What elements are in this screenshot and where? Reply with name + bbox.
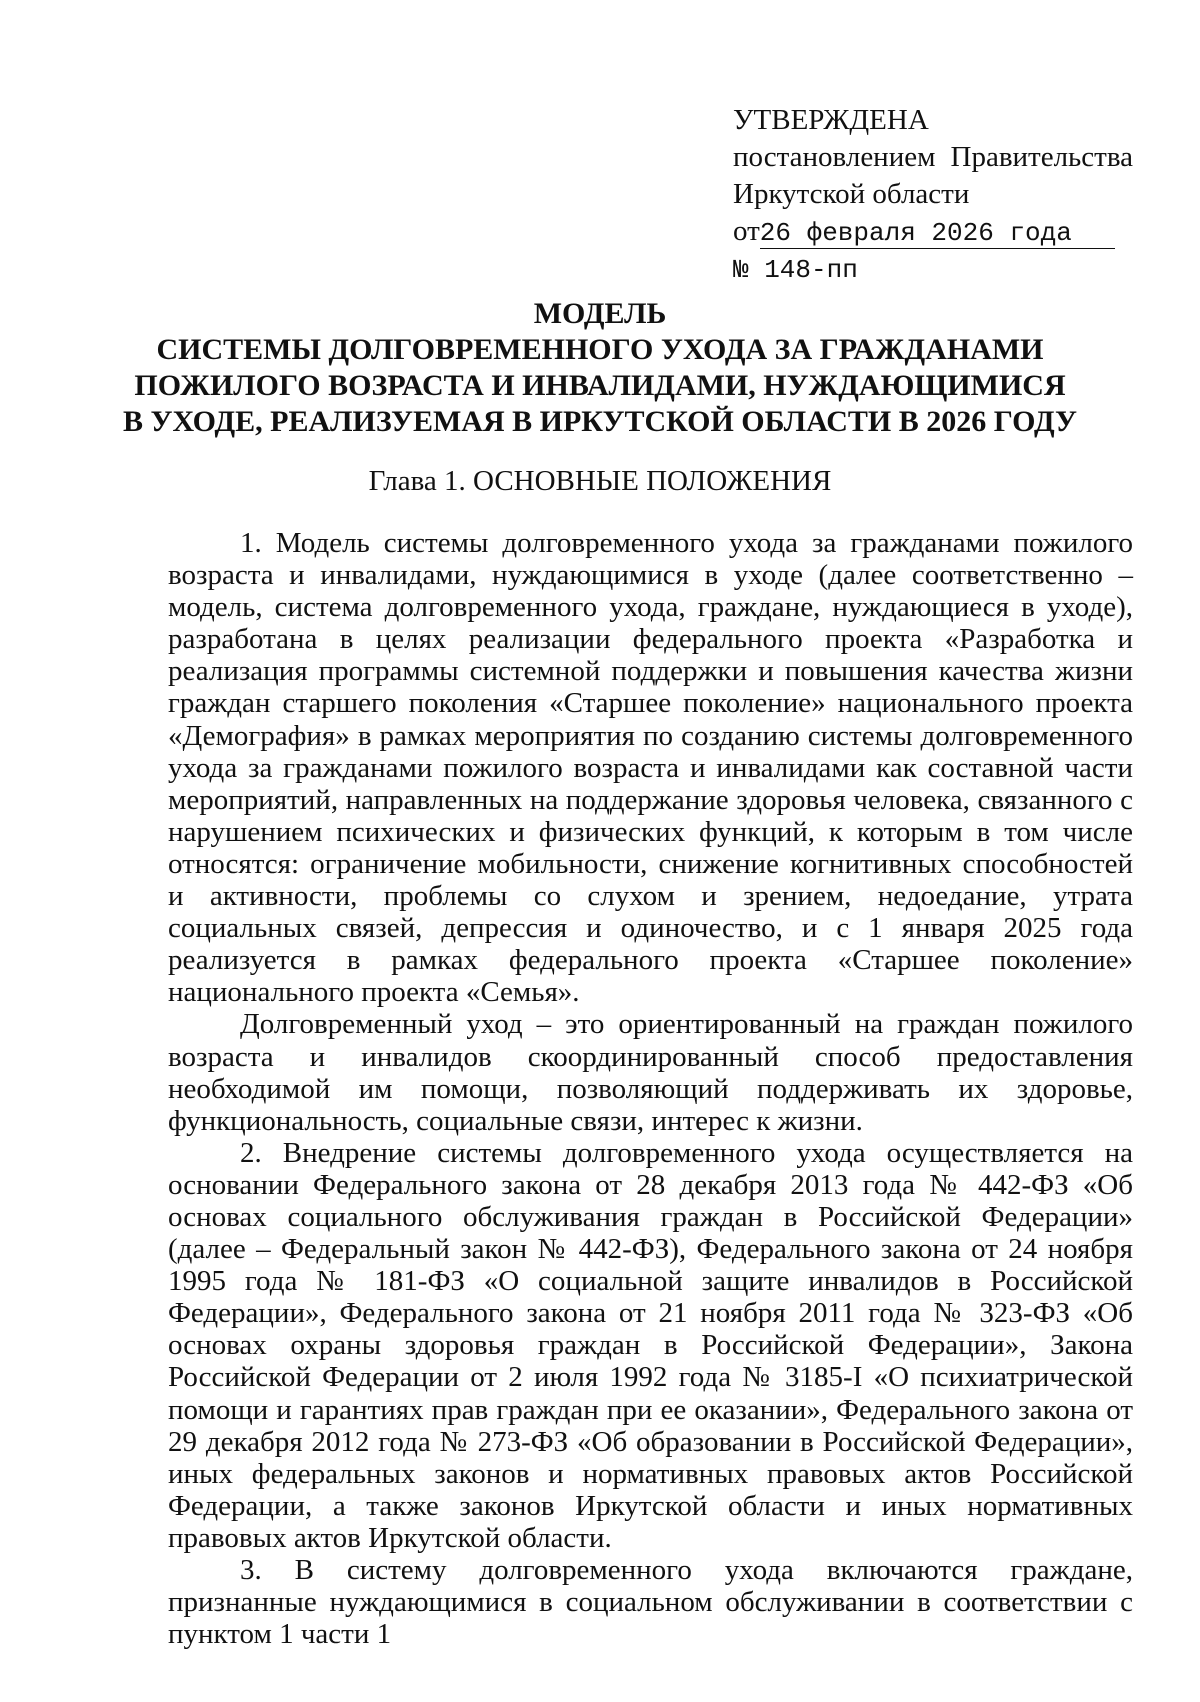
approval-resolution-line [733,139,1133,176]
approval-block [733,102,1133,289]
approval-date-line [733,213,1133,250]
title-line-2: СИСТЕМЫ ДОЛГОВРЕМЕННОГО УХОДА ЗА ГРАЖДАНАМИ [156,333,1044,366]
approval-region: Иркутской области [733,178,970,210]
title-line-1: МОДЕЛЬ [533,297,667,330]
paragraph-2: Долговременный уход – это ориентированный на граждан пожилого возраста и инвалидов скоординированный способ предоставления необходимой им помощи, позволяющий поддерживать их здоровье, функциональность, социальные связи, интерес к жизни. [168,1008,1133,1137]
title-line-4: В УХОДЕ, РЕАЛИЗУЕМАЯ В ИРКУТСКОЙ ОБЛАСТИ В 2026 ГОДУ [123,405,1077,438]
approval-resolution-word: постановлением [733,141,936,173]
paragraph-4: 3. В систему долговременного ухода включаются граждане, признанные нуждающимися в социальном обслуживании в соответствии с пунктом 1 части 1 [168,1554,1133,1651]
document-body [168,527,1133,1650]
paragraph-1: 1. Модель системы долговременного ухода за гражданами пожилого возраста и инвалидами, нуждающимися в уходе (далее соответственно – модель, система долговременного ухода, граждане, нуждающиеся в уходе), разработана в целях реализации федерального проекта «Разработка и реализация программы системной поддержки и повышения качества жизни граждан старшего поколения «Старшее поколение» национального проекта «Демография» в рамках мероприятия по созданию системы долговременного ухода за гражданами пожилого возраста и инвалидами как составной части мероприятий, направленных на поддержание здоровья человека, связанного с нарушением психических и физических функций, к которым в том числе относятся: ограничение мобильности, снижение когнитивных способностей и активности, проблемы со слухом и зрением, недоедание, утрата социальных связей, депрессия и одиночество, и с 1 января 2025 года реализуется в рамках федерального проекта «Старшее поколение» национального проекта «Семья». [168,527,1133,1009]
approval-government-word: Правительства [950,141,1133,173]
chapter-heading: Глава 1. ОСНОВНЫЕ ПОЛОЖЕНИЯ [368,465,832,497]
approval-date-value: 26 февраля 2026 года [760,218,1115,249]
approval-date-prefix: от [733,215,760,247]
approval-heading: УТВЕРЖДЕНА [733,104,929,136]
approval-number-value: № 148-пп [733,255,858,285]
document-title [80,296,1120,440]
approval-number-line [733,250,1133,289]
paragraph-3: 2. Внедрение системы долговременного ухода осуществляется на основании Федерального закона от 28 декабря 2013 года № 442-ФЗ «Об основах социального обслуживания граждан в Российской Федерации» (далее – Федеральный закон № 442-ФЗ), Федерального закона от 24 ноября 1995 года № 181-ФЗ «О социальной защите инвалидов в Российской Федерации», Федерального закона от 21 ноября 2011 года № 323-ФЗ «Об основах охраны здоровья граждан в Российской Федерации», Закона Российской Федерации от 2 июля 1992 года № 3185-I «О психиатрической помощи и гарантиях прав граждан при ее оказании», Федерального закона от 29 декабря 2012 года № 273-ФЗ «Об образовании в Российской Федерации», иных федеральных законов и нормативных правовых актов Российской Федерации, а также законов Иркутской области и иных нормативных правовых актов Иркутской области. [168,1136,1133,1554]
title-line-3: ПОЖИЛОГО ВОЗРАСТА И ИНВАЛИДАМИ, НУЖДАЮЩИМИСЯ [134,369,1066,402]
